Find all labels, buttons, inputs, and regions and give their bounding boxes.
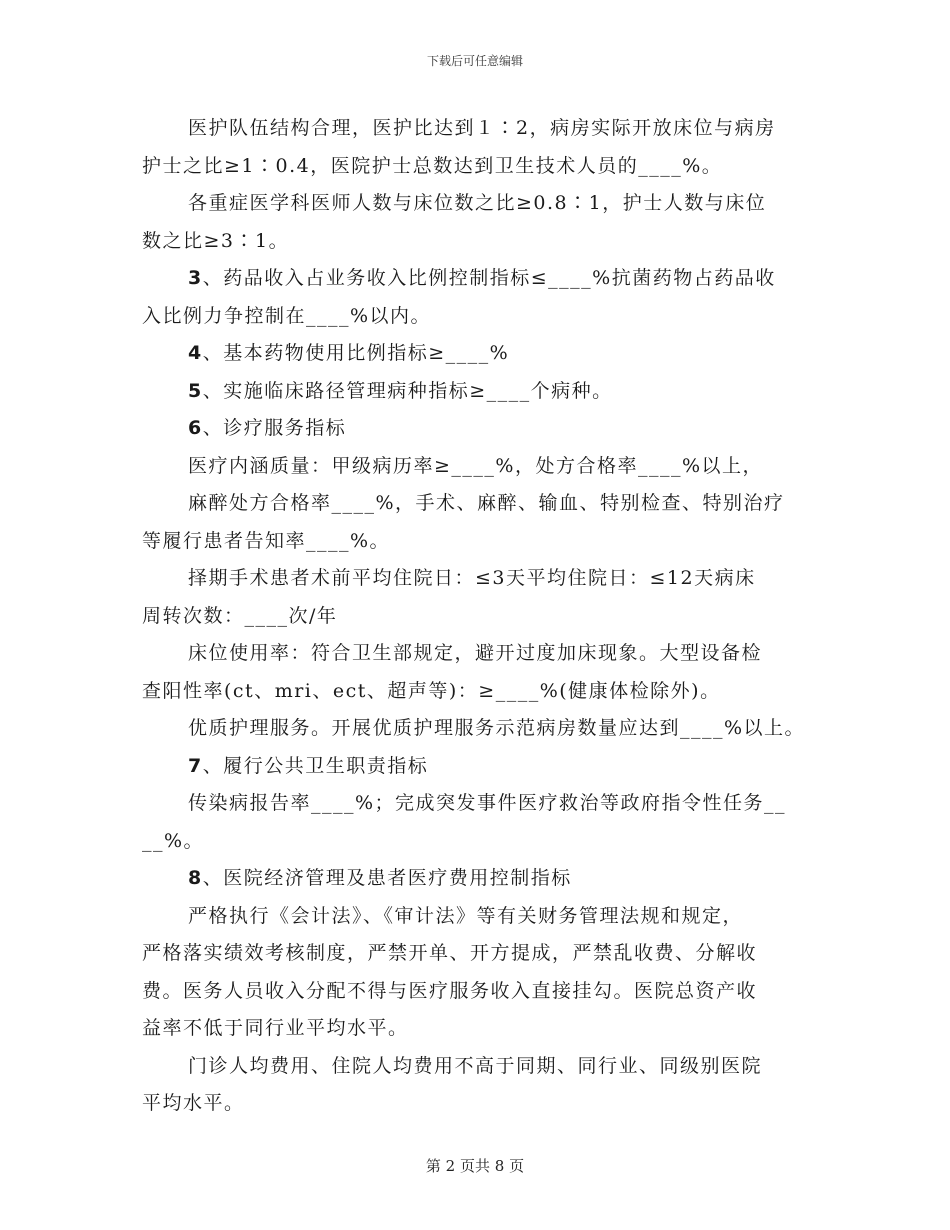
- line-text: 各重症医学科医师人数与床位数之比≥0.8∶1，护士人数与床位: [188, 192, 767, 214]
- line-text: 周转次数：____次/年: [142, 604, 338, 627]
- text-line: [142, 898, 822, 936]
- text-line: [142, 298, 822, 336]
- text-line: [142, 223, 822, 261]
- line-text: 医护队伍结构合理，医护比达到１∶2，病房实际开放床位与病房: [188, 117, 776, 139]
- text-line: [142, 860, 822, 898]
- text-line: [142, 410, 822, 448]
- text-line: [142, 185, 822, 223]
- line-text: 、履行公共卫生职责指标: [202, 754, 429, 777]
- line-text: 、药品收入占业务收入比例控制指标≤____%抗菌药物占药品收: [202, 267, 776, 289]
- page-header: 下载后可任意编辑: [426, 54, 523, 68]
- page-footer: 第 2 页共 8 页: [425, 1157, 525, 1175]
- line-text: 平均水平。: [142, 1092, 245, 1114]
- line-text: 查阳性率(ct、mri、ect、超声等)：≥____%(健康体检除外)。: [142, 679, 721, 702]
- text-line: [142, 673, 822, 711]
- paragraph-block: [142, 110, 822, 1123]
- line-text: 益率不低于同行业平均水平。: [142, 1017, 409, 1039]
- text-line: [142, 485, 822, 523]
- line-text: 、医院经济管理及患者医疗费用控制指标: [202, 867, 572, 889]
- section-number: 6: [188, 417, 203, 439]
- line-text: 入比例力争控制在____%以内。: [142, 304, 432, 327]
- text-line: [142, 823, 822, 861]
- text-line: [142, 1085, 822, 1123]
- line-text: 麻醉处方合格率____%，手术、麻醉、输血、特别检查、特别治疗: [188, 492, 785, 514]
- text-line: [142, 1048, 822, 1086]
- line-text: 护士之比≥1∶0.4，医院护士总数达到卫生技术人员的____%。: [142, 154, 723, 177]
- document-body: [142, 110, 822, 1123]
- section-number: 3: [188, 267, 203, 289]
- text-line: [142, 1010, 822, 1048]
- section-number: 5: [188, 379, 203, 402]
- section-number: 4: [188, 342, 203, 364]
- text-line: [142, 148, 822, 186]
- text-line: [142, 635, 822, 673]
- section-number: 8: [188, 867, 203, 889]
- text-line: [142, 710, 822, 748]
- text-line: [142, 748, 822, 786]
- text-line: [142, 373, 822, 411]
- section-number: 7: [188, 754, 203, 777]
- text-line: [142, 973, 822, 1011]
- text-line: [142, 110, 822, 148]
- text-line: [142, 335, 822, 373]
- line-text: 、实施临床路径管理病种指标≥____个病种。: [202, 379, 613, 402]
- line-text: 数之比≥3∶1。: [142, 229, 290, 252]
- line-text: 择期手术患者术前平均住院日：≤3天平均住院日：≤12天病床: [188, 567, 756, 589]
- line-text: 、诊疗服务指标: [202, 417, 347, 439]
- text-line: [142, 260, 822, 298]
- text-line: [142, 523, 822, 561]
- line-text: 床位使用率：符合卫生部规定，避开过度加床现象。大型设备检: [188, 642, 763, 664]
- line-text: 传染病报告率____%；完成突发事件医疗救治等政府指令性任务__: [188, 792, 787, 814]
- line-text: 、基本药物使用比例指标≥____%: [202, 342, 510, 364]
- line-text: 严格落实绩效考核制度，严禁开单、开方提成，严禁乱收费、分解收: [142, 942, 758, 964]
- line-text: __%。: [142, 829, 205, 852]
- line-text: 医疗内涵质量：甲级病历率≥____%，处方合格率____%以上，: [188, 454, 764, 477]
- text-line: [142, 785, 822, 823]
- text-line: [142, 598, 822, 636]
- text-line: [142, 560, 822, 598]
- line-text: 等履行患者告知率____%。: [142, 529, 391, 552]
- line-text: 门诊人均费用、住院人均费用不高于同期、同行业、同级别医院: [188, 1054, 763, 1077]
- line-text: 费。医务人员收入分配不得与医疗服务收入直接挂勾。医院总资产收: [142, 979, 758, 1002]
- line-text: 严格执行《会计法》、《审计法》等有关财务管理法规和规定，: [188, 904, 744, 927]
- line-text: 优质护理服务。开展优质护理服务示范病房数量应达到____%以上。: [188, 717, 806, 739]
- text-line: [142, 935, 822, 973]
- text-line: [142, 448, 822, 486]
